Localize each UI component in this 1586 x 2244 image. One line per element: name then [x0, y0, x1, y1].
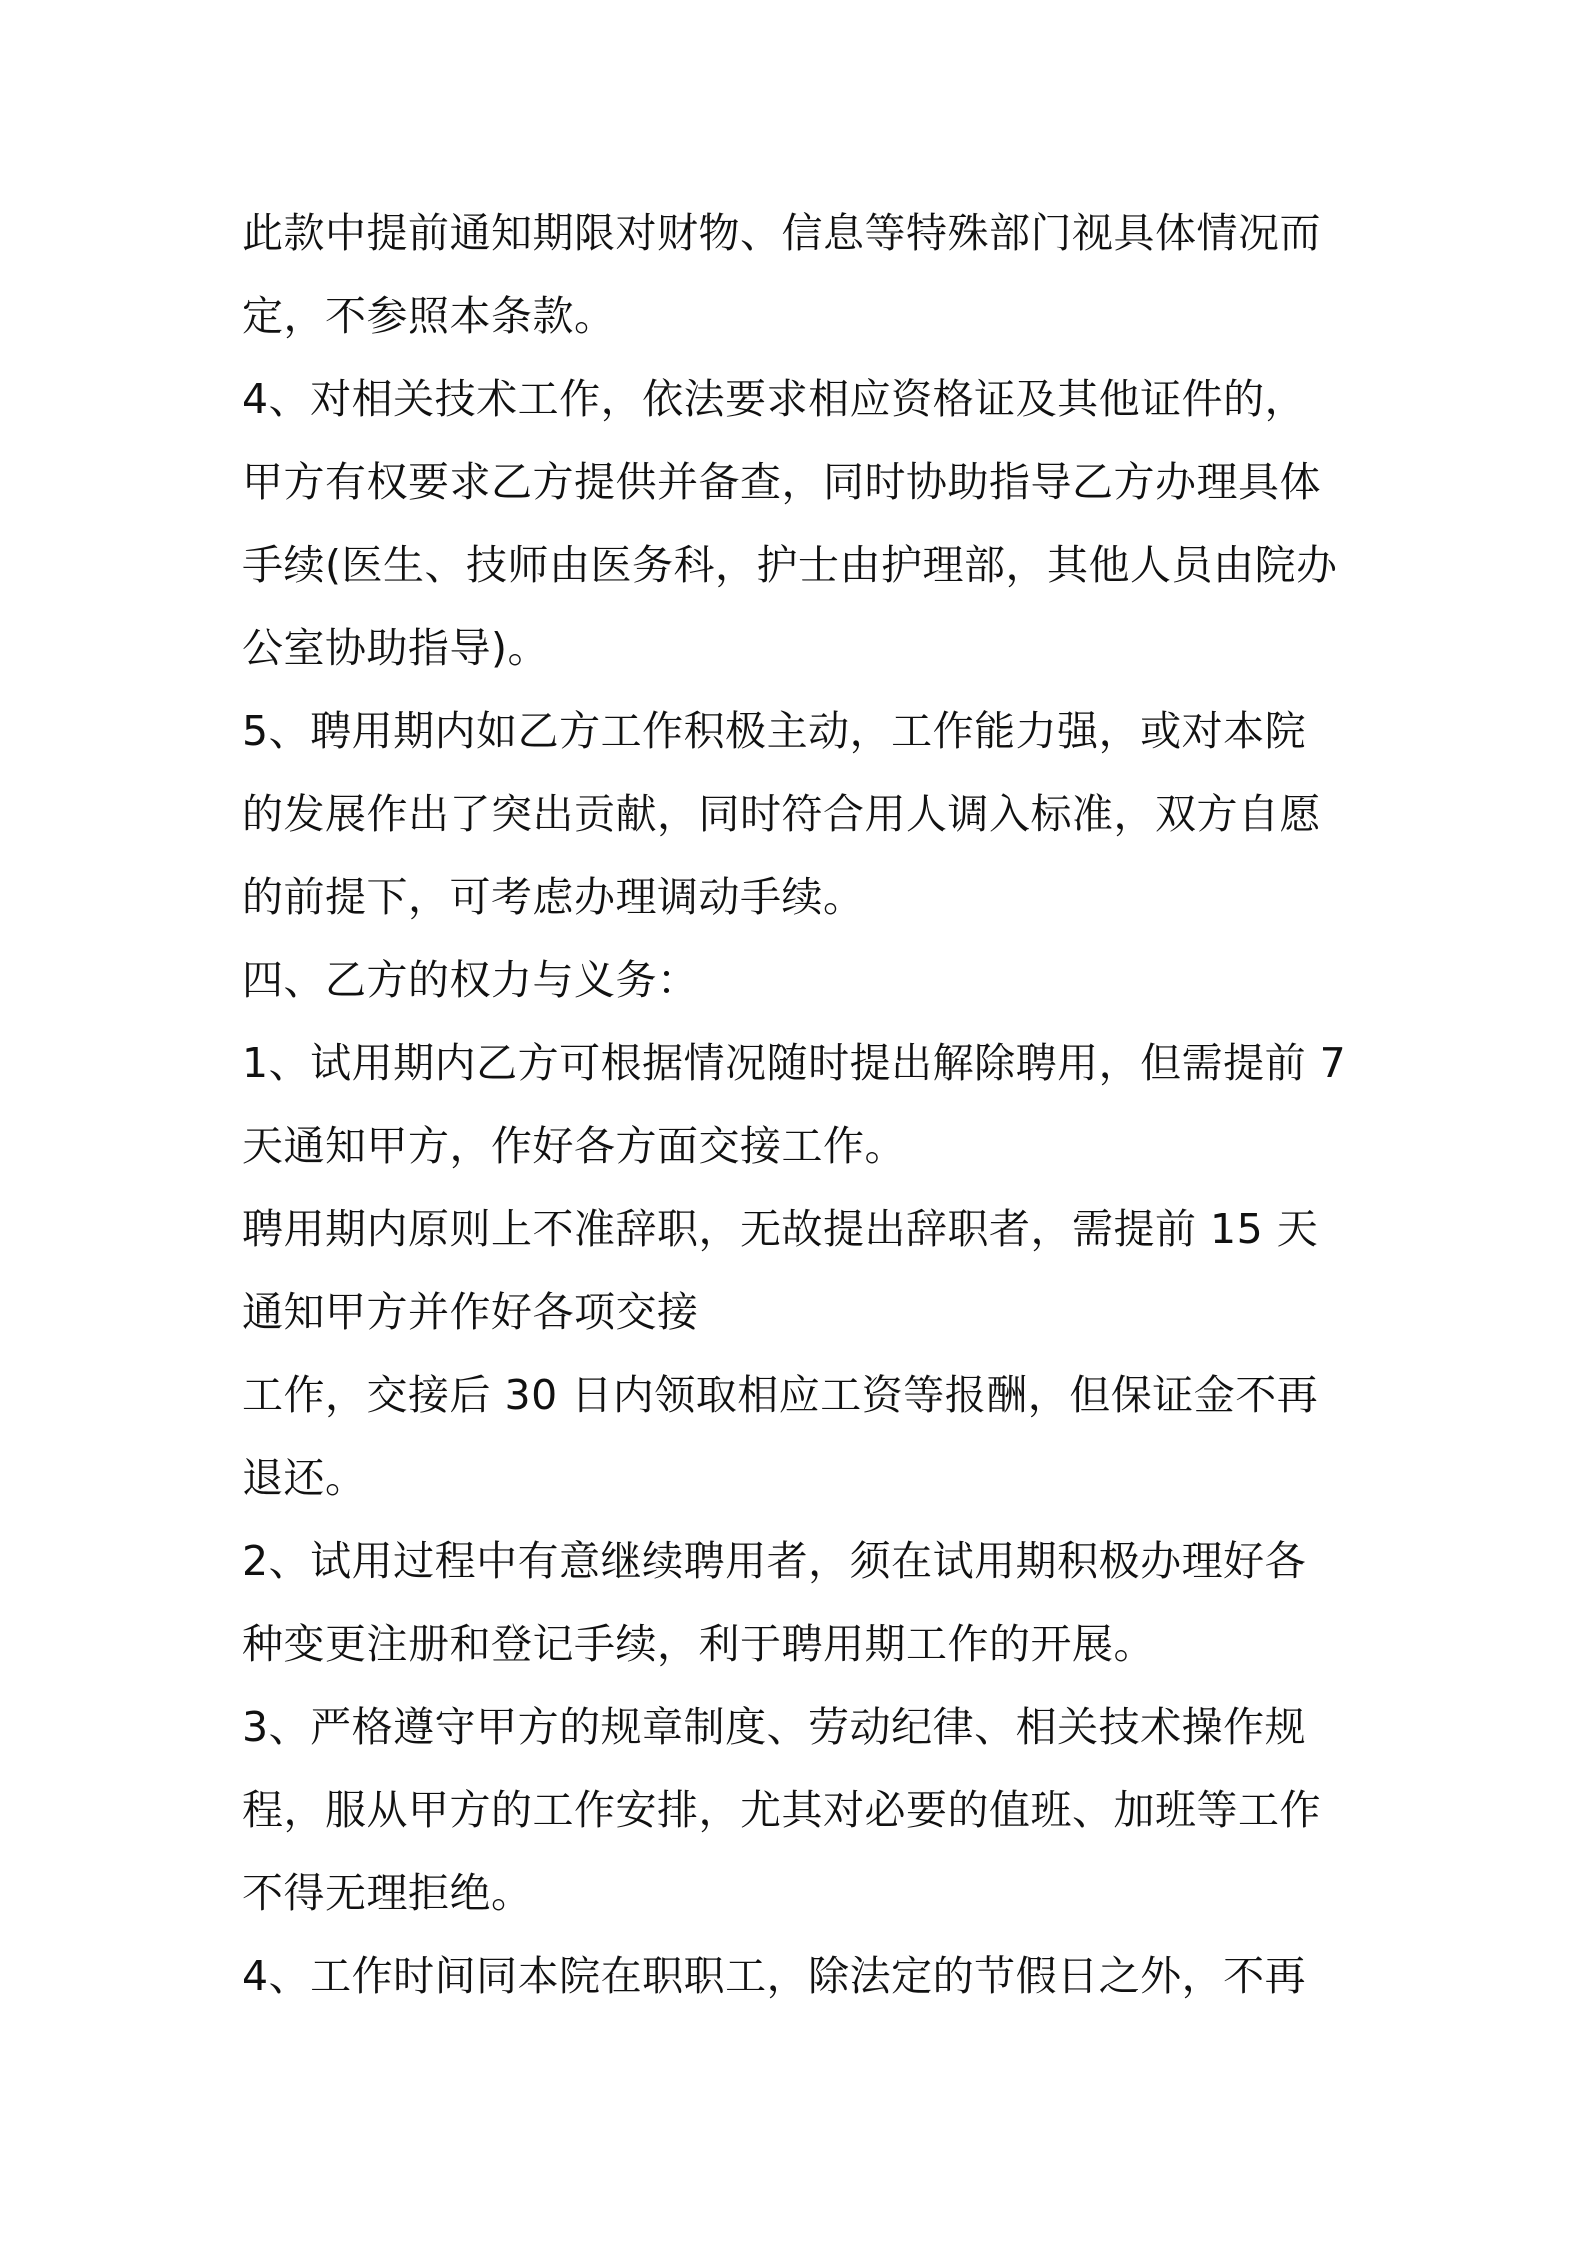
text-line-6: 公室协助指导)。: [242, 624, 549, 672]
text-line-8: 的发展作出了突出贡献，同时符合用人调入标准，双方自愿: [242, 790, 1321, 838]
text-line-18: 种变更注册和登记手续，利于聘用期工作的开展。: [242, 1620, 1155, 1668]
text-line-5: 手续(医生、技师由医务科，护士由护理部，其他人员由院办: [242, 541, 1338, 589]
text-line-3: 4、对相关技术工作，依法要求相应资格证及其他证件的，: [242, 375, 1307, 423]
text-line-21: 不得无理拒绝。: [242, 1869, 533, 1917]
text-line-7: 5、聘用期内如乙方工作积极主动，工作能力强，或对本院: [242, 707, 1307, 755]
text-line-4: 甲方有权要求乙方提供并备查，同时协助指导乙方办理具体: [242, 458, 1321, 506]
document-body: [242, 192, 1362, 2018]
section-heading: 四、乙方的权力与义务：: [242, 956, 699, 1004]
text-line-13: 聘用期内原则上不准辞职，无故提出辞职者，需提前 15 天: [242, 1205, 1319, 1253]
text-line-22: 4、工作时间同本院在职职工，除法定的节假日之外，不再: [242, 1952, 1307, 2000]
text-line-9: 的前提下，可考虑办理调动手续。: [242, 873, 865, 921]
text-line-20: 程，服从甲方的工作安排，尤其对必要的值班、加班等工作: [242, 1786, 1321, 1834]
text-line-12: 天通知甲方，作好各方面交接工作。: [242, 1122, 906, 1170]
text-line-19: 3、严格遵守甲方的规章制度、劳动纪律、相关技术操作规: [242, 1703, 1307, 1751]
text-line-2: 定，不参照本条款。: [242, 292, 616, 340]
text-line-16: 退还。: [242, 1454, 367, 1502]
text-line-1: 此款中提前通知期限对财物、信息等特殊部门视具体情况而: [242, 209, 1321, 257]
text-line-14: 通知甲方并作好各项交接: [242, 1288, 699, 1336]
text-line-17: 2、试用过程中有意继续聘用者，须在试用期积极办理好各: [242, 1537, 1307, 1585]
text-line-11: 1、试用期内乙方可根据情况随时提出解除聘用，但需提前 7: [242, 1039, 1347, 1087]
text-line-15: 工作，交接后 30 日内领取相应工资等报酬，但保证金不再: [242, 1371, 1319, 1419]
